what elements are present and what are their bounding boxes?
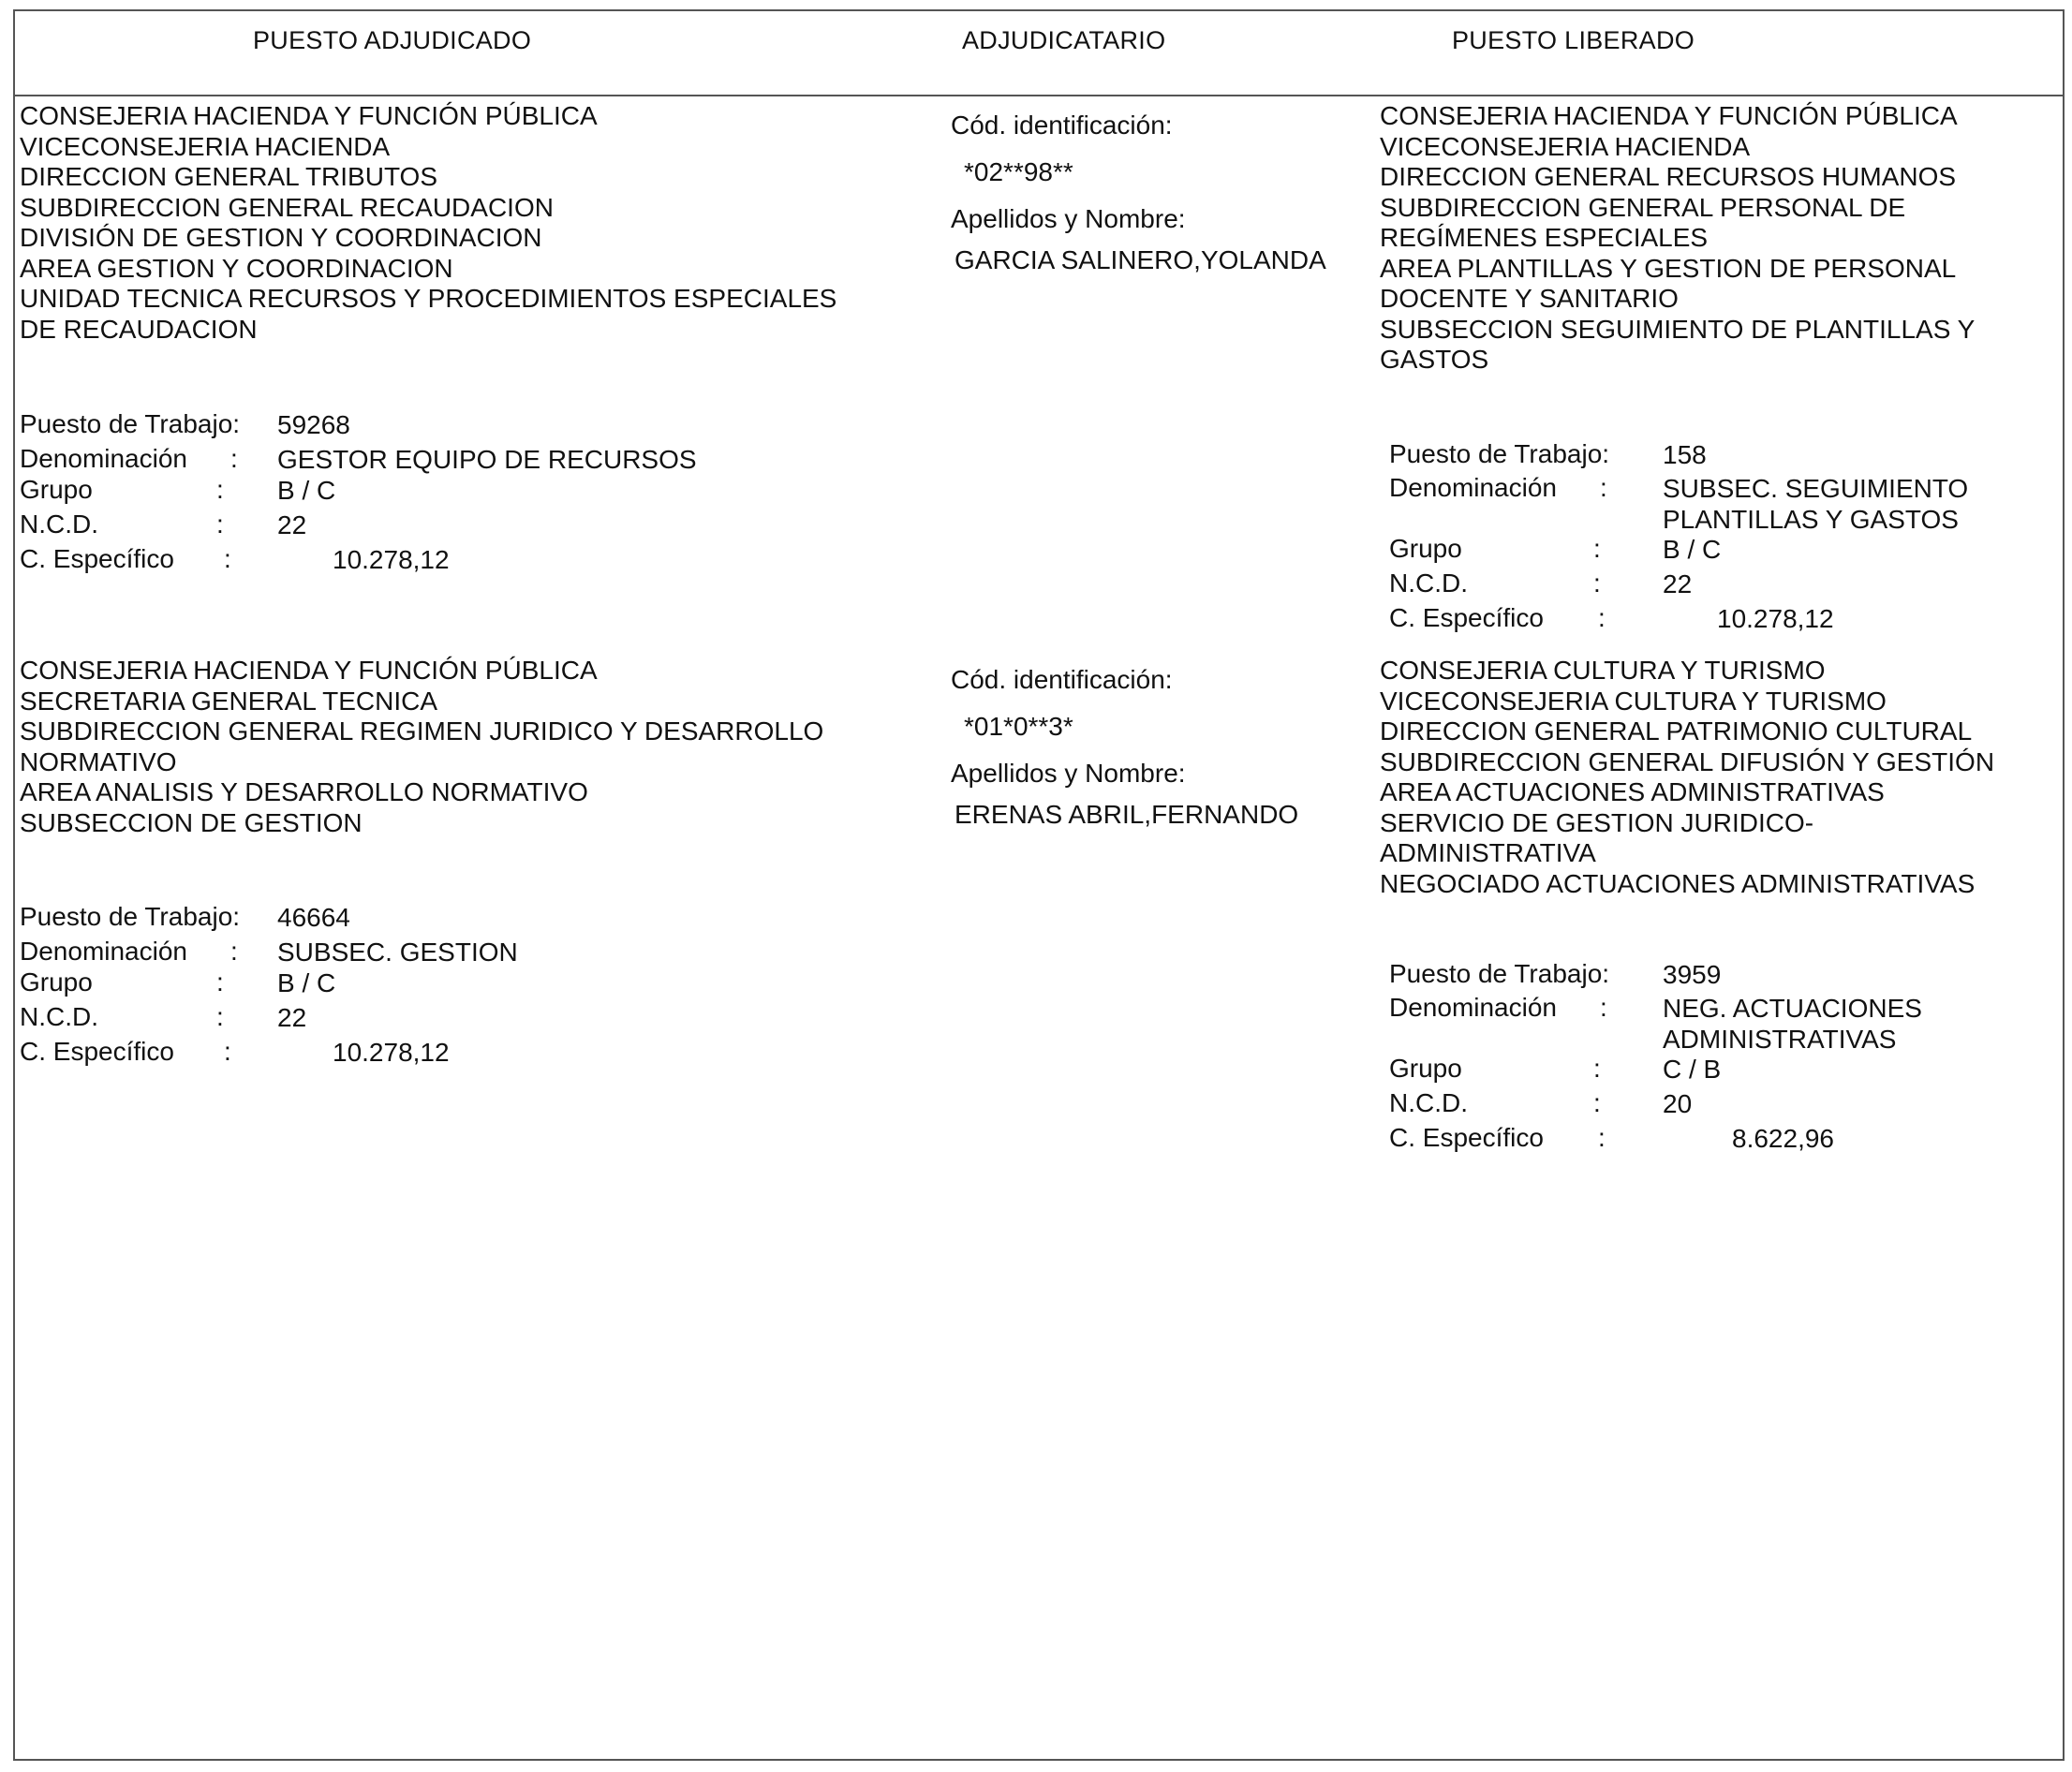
org-line: NORMATIVO bbox=[20, 746, 177, 776]
record-1-apellidos-label: Apellidos y Nombre: bbox=[951, 204, 1186, 233]
especifico-label: C. Específico bbox=[20, 544, 174, 573]
puesto-label: Puesto de Trabajo: bbox=[1389, 439, 1610, 468]
colon: : bbox=[1598, 1123, 1606, 1152]
org-line: CONSEJERIA HACIENDA Y FUNCIÓN PÚBLICA bbox=[20, 101, 598, 130]
colon: : bbox=[216, 967, 224, 997]
record-1-nombre-value: GARCIA SALINERO,YOLANDA bbox=[955, 245, 1326, 274]
record-2-adjudicado-detail bbox=[20, 902, 863, 1071]
colon: : bbox=[224, 544, 231, 573]
org-line: VICECONSEJERIA CULTURA Y TURISMO bbox=[1380, 686, 1887, 716]
org-line: SERVICIO DE GESTION JURIDICO- bbox=[1380, 807, 1814, 837]
record-2-cod-label: Cód. identificación: bbox=[951, 665, 1173, 694]
colon: : bbox=[1593, 1054, 1601, 1083]
org-line: AREA ACTUACIONES ADMINISTRATIVAS bbox=[1380, 777, 1885, 806]
org-line: SUBSECCION DE GESTION bbox=[20, 807, 363, 837]
org-line: AREA ANALISIS Y DESARROLLO NORMATIVO bbox=[20, 777, 588, 806]
especifico-value: 8.622,96 bbox=[1732, 1124, 1834, 1153]
denominacion-line: SUBSEC. SEGUIMIENTO bbox=[1663, 474, 1969, 503]
puesto-label: Puesto de Trabajo: bbox=[20, 902, 241, 931]
record-2-apellidos-label: Apellidos y Nombre: bbox=[951, 759, 1186, 788]
org-line: DIRECCION GENERAL TRIBUTOS bbox=[20, 162, 438, 191]
record-1-liberado-org bbox=[1380, 101, 1975, 376]
especifico-value: 10.278,12 bbox=[1717, 604, 1834, 633]
org-line: DE RECAUDACION bbox=[20, 314, 258, 344]
org-line: SUBDIRECCION GENERAL PERSONAL DE bbox=[1380, 192, 1906, 222]
org-line: CONSEJERIA HACIENDA Y FUNCIÓN PÚBLICA bbox=[1380, 101, 1958, 130]
record-1-liberado-detail bbox=[1389, 439, 2045, 637]
org-line: DIVISIÓN DE GESTION Y COORDINACION bbox=[20, 223, 542, 252]
ncd-value: 22 bbox=[277, 1003, 307, 1032]
record-2-liberado-detail bbox=[1389, 959, 2045, 1157]
especifico-value: 10.278,12 bbox=[333, 1038, 450, 1067]
ncd-label: N.C.D. bbox=[1389, 1088, 1468, 1117]
org-line: UNIDAD TECNICA RECURSOS Y PROCEDIMIENTOS ESPECIALES bbox=[20, 284, 837, 313]
denominacion-label: Denominación bbox=[20, 444, 187, 473]
denominacion-label: Denominación bbox=[1389, 993, 1557, 1022]
colon: : bbox=[1600, 473, 1607, 502]
org-line: ADMINISTRATIVA bbox=[1380, 838, 1596, 867]
org-line: AREA PLANTILLAS Y GESTION DE PERSONAL bbox=[1380, 253, 1957, 283]
especifico-label: C. Específico bbox=[1389, 603, 1544, 632]
org-line: CONSEJERIA CULTURA Y TURISMO bbox=[1380, 656, 1826, 685]
colon: : bbox=[1593, 569, 1601, 598]
record-2-liberado-org bbox=[1380, 656, 1994, 899]
colon: : bbox=[216, 509, 224, 539]
org-line: GASTOS bbox=[1380, 345, 1489, 374]
denominacion-value: GESTOR EQUIPO DE RECURSOS bbox=[277, 445, 697, 474]
org-line: REGÍMENES ESPECIALES bbox=[1380, 223, 1709, 252]
org-line: SUBDIRECCION GENERAL RECAUDACION bbox=[20, 192, 554, 222]
record-1-cod-value: *02**98** bbox=[964, 157, 1073, 186]
denominacion-line: PLANTILLAS Y GASTOS bbox=[1663, 505, 1959, 534]
puesto-value: 158 bbox=[1663, 440, 1707, 469]
org-line: NEGOCIADO ACTUACIONES ADMINISTRATIVAS bbox=[1380, 868, 1976, 898]
ncd-label: N.C.D. bbox=[20, 1002, 98, 1031]
grupo-label: Grupo bbox=[1389, 1054, 1462, 1083]
colon: : bbox=[230, 937, 238, 966]
record-1-adjudicado-org bbox=[20, 101, 836, 345]
org-line: DIRECCION GENERAL RECURSOS HUMANOS bbox=[1380, 162, 1957, 191]
denominacion-line: NEG. ACTUACIONES bbox=[1663, 994, 1922, 1023]
record-1-adjudicado-detail bbox=[20, 409, 863, 578]
denominacion-label: Denominación bbox=[20, 937, 187, 966]
puesto-label: Puesto de Trabajo: bbox=[1389, 959, 1610, 988]
record-1-cod-label: Cód. identificación: bbox=[951, 111, 1173, 140]
header-puesto-adjudicado: PUESTO ADJUDICADO bbox=[253, 26, 532, 54]
header-puesto-liberado: PUESTO LIBERADO bbox=[1452, 26, 1695, 54]
ncd-label: N.C.D. bbox=[20, 509, 98, 539]
grupo-value: B / C bbox=[1663, 535, 1722, 564]
especifico-label: C. Específico bbox=[1389, 1123, 1544, 1152]
ncd-value: 22 bbox=[1663, 569, 1693, 598]
colon: : bbox=[216, 475, 224, 504]
puesto-value: 3959 bbox=[1663, 960, 1722, 989]
puesto-value: 46664 bbox=[277, 903, 350, 932]
grupo-value: B / C bbox=[277, 968, 336, 997]
org-line: DOCENTE Y SANITARIO bbox=[1380, 284, 1679, 313]
colon: : bbox=[224, 1037, 231, 1066]
colon: : bbox=[1593, 534, 1601, 563]
org-line: VICECONSEJERIA HACIENDA bbox=[20, 131, 391, 161]
puesto-value: 59268 bbox=[277, 410, 350, 439]
colon: : bbox=[1600, 993, 1607, 1022]
denominacion-label: Denominación bbox=[1389, 473, 1557, 502]
org-line: AREA GESTION Y COORDINACION bbox=[20, 253, 453, 283]
denominacion-value bbox=[1663, 473, 1968, 535]
denominacion-line: ADMINISTRATIVAS bbox=[1663, 1025, 1897, 1054]
org-line: SUBDIRECCION GENERAL REGIMEN JURIDICO Y DESARROLLO bbox=[20, 716, 824, 746]
header-divider bbox=[13, 95, 2065, 96]
colon: : bbox=[1598, 603, 1606, 632]
org-line: CONSEJERIA HACIENDA Y FUNCIÓN PÚBLICA bbox=[20, 656, 598, 685]
denominacion-value: SUBSEC. GESTION bbox=[277, 938, 518, 967]
grupo-value: B / C bbox=[277, 476, 336, 505]
org-line: SUBSECCION SEGUIMIENTO DE PLANTILLAS Y bbox=[1380, 314, 1976, 344]
org-line: SUBDIRECCION GENERAL DIFUSIÓN Y GESTIÓN bbox=[1380, 746, 1995, 776]
especifico-value: 10.278,12 bbox=[333, 545, 450, 574]
colon: : bbox=[230, 444, 238, 473]
grupo-label: Grupo bbox=[20, 475, 93, 504]
ncd-label: N.C.D. bbox=[1389, 569, 1468, 598]
colon: : bbox=[1593, 1088, 1601, 1117]
colon: : bbox=[216, 1002, 224, 1031]
record-2-cod-value: *01*0**3* bbox=[964, 712, 1073, 741]
record-2-adjudicado-org bbox=[20, 656, 823, 838]
grupo-label: Grupo bbox=[20, 967, 93, 997]
record-2-nombre-value: ERENAS ABRIL,FERNANDO bbox=[955, 800, 1299, 829]
denominacion-value bbox=[1663, 993, 1922, 1055]
org-line: VICECONSEJERIA HACIENDA bbox=[1380, 131, 1751, 161]
ncd-value: 22 bbox=[277, 510, 307, 539]
org-line: DIRECCION GENERAL PATRIMONIO CULTURAL bbox=[1380, 716, 1973, 746]
header-adjudicatario: ADJUDICATARIO bbox=[962, 26, 1166, 54]
grupo-value: C / B bbox=[1663, 1055, 1722, 1084]
especifico-label: C. Específico bbox=[20, 1037, 174, 1066]
grupo-label: Grupo bbox=[1389, 534, 1462, 563]
org-line: SECRETARIA GENERAL TECNICA bbox=[20, 686, 438, 716]
puesto-label: Puesto de Trabajo: bbox=[20, 409, 241, 438]
ncd-value: 20 bbox=[1663, 1089, 1693, 1118]
